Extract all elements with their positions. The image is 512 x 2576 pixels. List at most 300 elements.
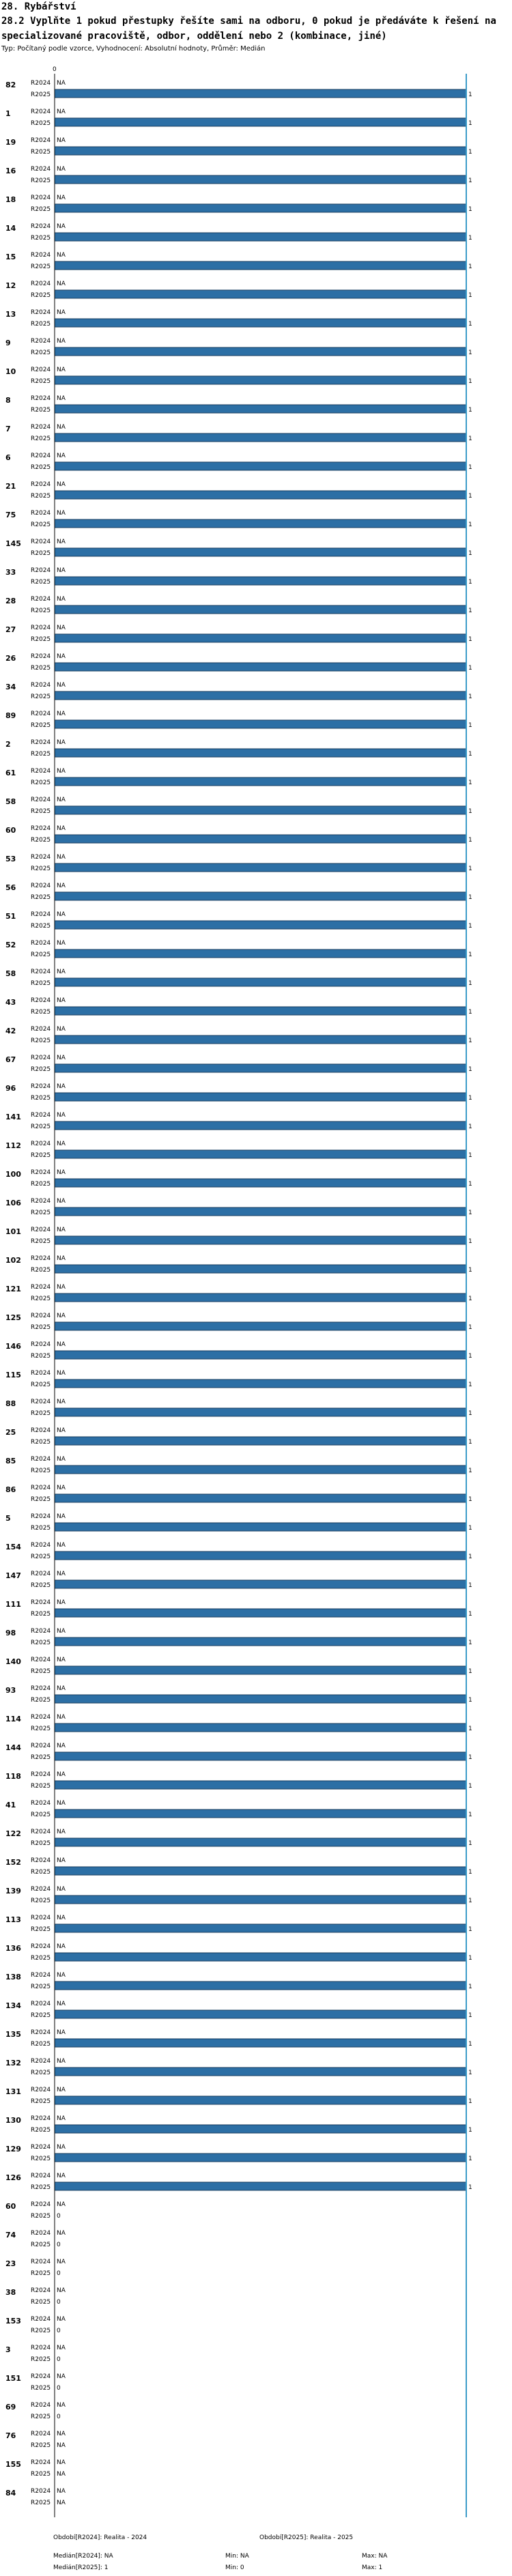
series-label: R2024 [31,1657,51,1663]
series-label: R2024 [31,625,51,631]
category-label: 60 [5,826,16,835]
value-label: 1 [468,1525,472,1532]
bar [55,118,466,126]
na-label: NA [57,2373,66,2380]
series-label: R2025 [31,2041,51,2048]
na-label: NA [57,166,66,173]
category-label: 130 [5,2116,21,2125]
page-title: 28. Rybářství [1,1,76,12]
value-label: 1 [468,779,472,786]
bar [55,720,466,728]
na-label: NA [57,1055,66,1061]
series-label: R2025 [31,2442,51,2449]
value-label: 1 [468,1468,472,1474]
na-label: NA [57,969,66,975]
na-label: NA [57,1456,66,1463]
bar [55,978,466,986]
series-label: R2025 [31,1640,51,1646]
series-label: R2025 [31,751,51,758]
series-label: R2024 [31,1456,51,1463]
series-label: R2024 [31,2459,51,2466]
bar [55,863,466,872]
value-label: 1 [468,1152,472,1159]
na-label: NA [57,854,66,861]
series-label: R2024 [31,2058,51,2065]
series-label: R2024 [31,883,51,889]
series-label: R2024 [31,2029,51,2036]
na-label: NA [57,1771,66,1778]
category-label: 26 [5,654,16,663]
na-label: NA [57,80,66,87]
series-label: R2024 [31,1198,51,1205]
series-label: R2024 [31,1743,51,1749]
na-label: NA [57,109,66,115]
bar [55,1408,466,1416]
series-label: R2025 [31,1812,51,1818]
category-label: 15 [5,253,16,261]
na-label: NA [57,195,66,201]
na-label: NA [57,2001,66,2007]
series-label: R2024 [31,367,51,373]
series-label: R2024 [31,1800,51,1807]
series-label: R2025 [31,894,51,901]
category-label: 5 [5,1514,11,1523]
series-label: R2024 [31,281,51,287]
na-label: NA [57,1255,66,1262]
na-label: NA [57,2259,66,2265]
value-label: 1 [468,1124,472,1130]
series-label: R2024 [31,2144,51,2151]
na-label: NA [57,797,66,803]
category-label: 86 [5,1485,16,1494]
value-label: 1 [468,1640,472,1646]
series-label: R2025 [31,1095,51,1102]
category-label: 42 [5,1027,16,1035]
value-label: 1 [468,894,472,901]
series-label: R2024 [31,1886,51,1893]
category-label: 33 [5,568,16,577]
series-label: R2025 [31,722,51,729]
value-label: 1 [468,607,472,614]
category-label: 14 [5,224,16,233]
value-label: 1 [468,1869,472,1876]
series-label: R2025 [31,951,51,958]
value-label: 1 [468,1955,472,1962]
na-label: NA [57,2087,66,2093]
series-label: R2024 [31,997,51,1004]
value-label: 1 [468,980,472,987]
bar [55,1752,466,1760]
series-label: R2025 [31,1955,51,1962]
na-label: NA [57,567,66,574]
value-label: 1 [468,2127,472,2134]
series-label: R2024 [31,1141,51,1147]
category-label: 7 [5,425,11,433]
value-label: 1 [468,579,472,586]
na-label: NA [57,2345,66,2351]
category-label: 85 [5,1457,16,1465]
bar [55,577,466,585]
series-label: R2024 [31,2173,51,2179]
series-label: R2025 [31,1382,51,1388]
series-label: R2024 [31,1055,51,1061]
series-label: R2025 [31,2385,51,2392]
series-label: R2025 [31,2242,51,2248]
category-label: 135 [5,2030,21,2039]
series-label: R2025 [31,2471,51,2478]
na-label: NA [57,2230,66,2237]
value-label: 1 [468,1496,472,1503]
series-label: R2025 [31,607,51,614]
category-label: 67 [5,1055,16,1064]
value-label: 1 [468,808,472,815]
value-label: 1 [468,1984,472,1990]
na-label: NA [57,539,66,545]
value-label: 1 [468,636,472,643]
na-label: NA [57,137,66,144]
legend-period-2024: Období[R2024]: Realita - 2024 [53,2534,147,2541]
value-label: 1 [468,550,472,557]
value-label: 1 [468,1554,472,1560]
value-label: 1 [468,1181,472,1188]
series-label: R2024 [31,1026,51,1033]
na-label: NA [57,1800,66,1807]
series-label: R2024 [31,166,51,173]
value-label: 1 [468,1324,472,1331]
bar [55,2039,466,2047]
na-label: NA [57,2488,66,2495]
bar [55,548,466,556]
series-label: R2024 [31,252,51,259]
category-label: 151 [5,2374,21,2383]
value-label: 1 [468,407,472,414]
bar [55,1265,466,1273]
na-label: NA [57,1972,66,1979]
na-label: NA [57,2029,66,2036]
na-label: NA [57,2500,66,2506]
value-label: 1 [468,2156,472,2162]
bar [55,1293,466,1302]
series-label: R2024 [31,2345,51,2351]
bar [55,1981,466,1990]
value-label: 0 [57,2242,61,2248]
value-label: 1 [468,1037,472,1044]
na-label: NA [57,2402,66,2409]
na-label: NA [57,1313,66,1319]
category-label: 9 [5,339,11,347]
na-label: NA [57,2058,66,2065]
bar [55,777,466,786]
category-label: 43 [5,998,16,1007]
series-label: R2025 [31,1754,51,1761]
series-label: R2025 [31,865,51,872]
value-label: 1 [468,923,472,930]
value-label: 1 [468,1009,472,1016]
na-label: NA [57,1685,66,1692]
series-label: R2025 [31,2299,51,2306]
series-label: R2025 [31,1783,51,1790]
series-label: R2024 [31,2115,51,2122]
category-label: 147 [5,1571,21,1580]
series-label: R2024 [31,1427,51,1434]
category-label: 118 [5,1772,21,1781]
na-label: NA [57,1714,66,1721]
na-label: NA [57,1427,66,1434]
series-label: R2025 [31,120,51,127]
category-label: 19 [5,138,16,147]
category-label: 3 [5,2345,11,2354]
value-label: 1 [468,1066,472,1073]
series-label: R2025 [31,1984,51,1990]
series-label: R2025 [31,378,51,385]
na-label: NA [57,453,66,459]
category-label: 112 [5,1141,21,1150]
series-label: R2024 [31,768,51,775]
series-label: R2025 [31,1926,51,1933]
series-label: R2025 [31,1353,51,1360]
na-label: NA [57,1599,66,1606]
category-label: 60 [5,2202,16,2211]
value-label: 1 [468,865,472,872]
series-label: R2025 [31,521,51,528]
value-label: 1 [468,1697,472,1704]
series-label: R2024 [31,2287,51,2294]
series-label: R2025 [31,550,51,557]
value-label: 1 [468,1898,472,1904]
bar [55,175,466,184]
value-label: 1 [468,2184,472,2191]
value-label: 0 [57,2356,61,2363]
value-label: 1 [468,2041,472,2048]
series-label: R2024 [31,2087,51,2093]
series-label: R2025 [31,321,51,328]
na-label: NA [57,1227,66,1233]
category-label: 58 [5,797,16,806]
na-label: NA [57,2431,66,2437]
category-label: 25 [5,1428,16,1437]
na-label: NA [57,1743,66,1749]
value-label: 1 [468,1210,472,1216]
series-label: R2025 [31,1037,51,1044]
bar [55,1322,466,1330]
value-label: 1 [468,120,472,127]
series-label: R2024 [31,911,51,918]
na-label: NA [57,1083,66,1090]
bar [55,749,466,757]
series-label: R2025 [31,1468,51,1474]
value-label: 1 [468,321,472,328]
series-label: R2024 [31,1943,51,1950]
bar [55,2067,466,2076]
bar [55,605,466,614]
category-label: 136 [5,1944,21,1953]
series-label: R2024 [31,1685,51,1692]
category-label: 144 [5,1743,21,1752]
bar [55,319,466,327]
value-label: 1 [468,292,472,299]
value-label: 1 [468,2012,472,2019]
bar [55,2182,466,2190]
series-label: R2025 [31,2156,51,2162]
value-label: 0 [57,2385,61,2392]
series-label: R2025 [31,1009,51,1016]
category-label: 129 [5,2145,21,2153]
series-label: R2024 [31,567,51,574]
category-label: 141 [5,1113,21,1121]
category-label: 101 [5,1227,21,1236]
bar [55,892,466,900]
value-label: 1 [468,235,472,242]
series-label: R2024 [31,1513,51,1520]
series-label: R2025 [31,2500,51,2506]
bar [55,1150,466,1158]
category-label: 1 [5,109,11,118]
series-label: R2024 [31,1571,51,1577]
category-label: 76 [5,2431,16,2440]
series-label: R2025 [31,91,51,98]
series-label: R2024 [31,1829,51,1835]
series-label: R2024 [31,2201,51,2208]
series-label: R2024 [31,1857,51,1864]
category-label: 38 [5,2288,16,2297]
category-label: 8 [5,396,11,405]
series-label: R2024 [31,424,51,431]
bar [55,261,466,270]
bar [55,1781,466,1789]
bar [55,1580,466,1588]
category-label: 153 [5,2317,21,2325]
series-label: R2024 [31,195,51,201]
category-label: 27 [5,625,16,634]
na-label: NA [57,1485,66,1491]
series-label: R2025 [31,2213,51,2220]
na-label: NA [57,1169,66,1176]
series-label: R2025 [31,407,51,414]
bar [55,519,466,528]
category-label: 23 [5,2259,16,2268]
na-label: NA [57,653,66,660]
series-label: R2024 [31,1599,51,1606]
na-label: NA [57,997,66,1004]
category-label: 82 [5,81,16,89]
series-label: R2024 [31,596,51,603]
series-label: R2025 [31,1152,51,1159]
na-label: NA [57,883,66,889]
na-label: NA [57,711,66,717]
bar [55,1007,466,1015]
na-label: NA [57,1943,66,1950]
bar [55,1838,466,1846]
series-label: R2025 [31,1611,51,1618]
value-label: 1 [468,1783,472,1790]
series-label: R2024 [31,338,51,345]
series-label: R2025 [31,1296,51,1302]
bar [55,89,466,98]
category-label: 113 [5,1915,21,1924]
value-label: 1 [468,1611,472,1618]
category-label: 102 [5,1256,21,1265]
bar [55,1637,466,1646]
series-label: R2025 [31,1554,51,1560]
bar [55,2125,466,2133]
bar [55,1953,466,1961]
bar [55,147,466,155]
bar [55,1723,466,1732]
na-label: NA [57,309,66,316]
question-text: 28.2 Vyplňte 1 pokud přestupky řešíte sami na odboru, 0 pokud je předáváte k řešení na specializované pracoviště, odbor, oddělení nebo 2 (kombinace, jiné) [1,16,496,42]
value-label: 1 [468,206,472,213]
category-label: 12 [5,281,16,290]
na-label: NA [57,1829,66,1835]
series-label: R2025 [31,2127,51,2134]
value-label: 1 [468,2098,472,2105]
series-label: R2025 [31,464,51,471]
bar [55,663,466,671]
bar [55,2010,466,2018]
bar [55,1494,466,1502]
series-label: R2025 [31,2414,51,2420]
value-label: 1 [468,1410,472,1417]
na-label: NA [57,367,66,373]
value-label: 1 [468,665,472,672]
series-label: R2024 [31,1714,51,1721]
value-label: 1 [468,1439,472,1446]
na-label: NA [57,252,66,259]
na-label: NA [57,2201,66,2208]
category-label: 139 [5,1887,21,1895]
series-label: R2025 [31,1840,51,1847]
na-label: NA [57,481,66,488]
na-label: NA [57,1857,66,1864]
series-label: R2025 [31,1410,51,1417]
bar [55,1064,466,1072]
bar [55,376,466,384]
bar [55,835,466,843]
series-label: R2025 [31,1210,51,1216]
value-label: 1 [468,1726,472,1732]
series-label: R2025 [31,1496,51,1503]
series-label: R2024 [31,510,51,517]
value-label: 1 [468,378,472,385]
legend-median-2024: Medián[R2024]: NA [53,2553,113,2560]
series-label: R2024 [31,1341,51,1348]
bar [55,290,466,298]
series-label: R2024 [31,682,51,689]
series-label: R2025 [31,665,51,672]
bar [55,233,466,241]
series-label: R2024 [31,2431,51,2437]
category-label: 89 [5,711,16,720]
series-label: R2024 [31,940,51,947]
legend-max-2024: Max: NA [362,2553,388,2560]
series-label: R2025 [31,177,51,184]
value-label: 1 [468,263,472,270]
category-label: 58 [5,969,16,978]
value-label: 1 [468,177,472,184]
category-label: 122 [5,1829,21,1838]
series-label: R2025 [31,1726,51,1732]
na-label: NA [57,768,66,775]
series-label: R2025 [31,2328,51,2334]
series-label: R2025 [31,149,51,156]
value-label: 1 [468,149,472,156]
na-label: NA [57,682,66,689]
series-label: R2024 [31,137,51,144]
na-label: NA [57,1341,66,1348]
series-label: R2024 [31,2373,51,2380]
series-label: R2024 [31,1915,51,1921]
value-label: 1 [468,951,472,958]
